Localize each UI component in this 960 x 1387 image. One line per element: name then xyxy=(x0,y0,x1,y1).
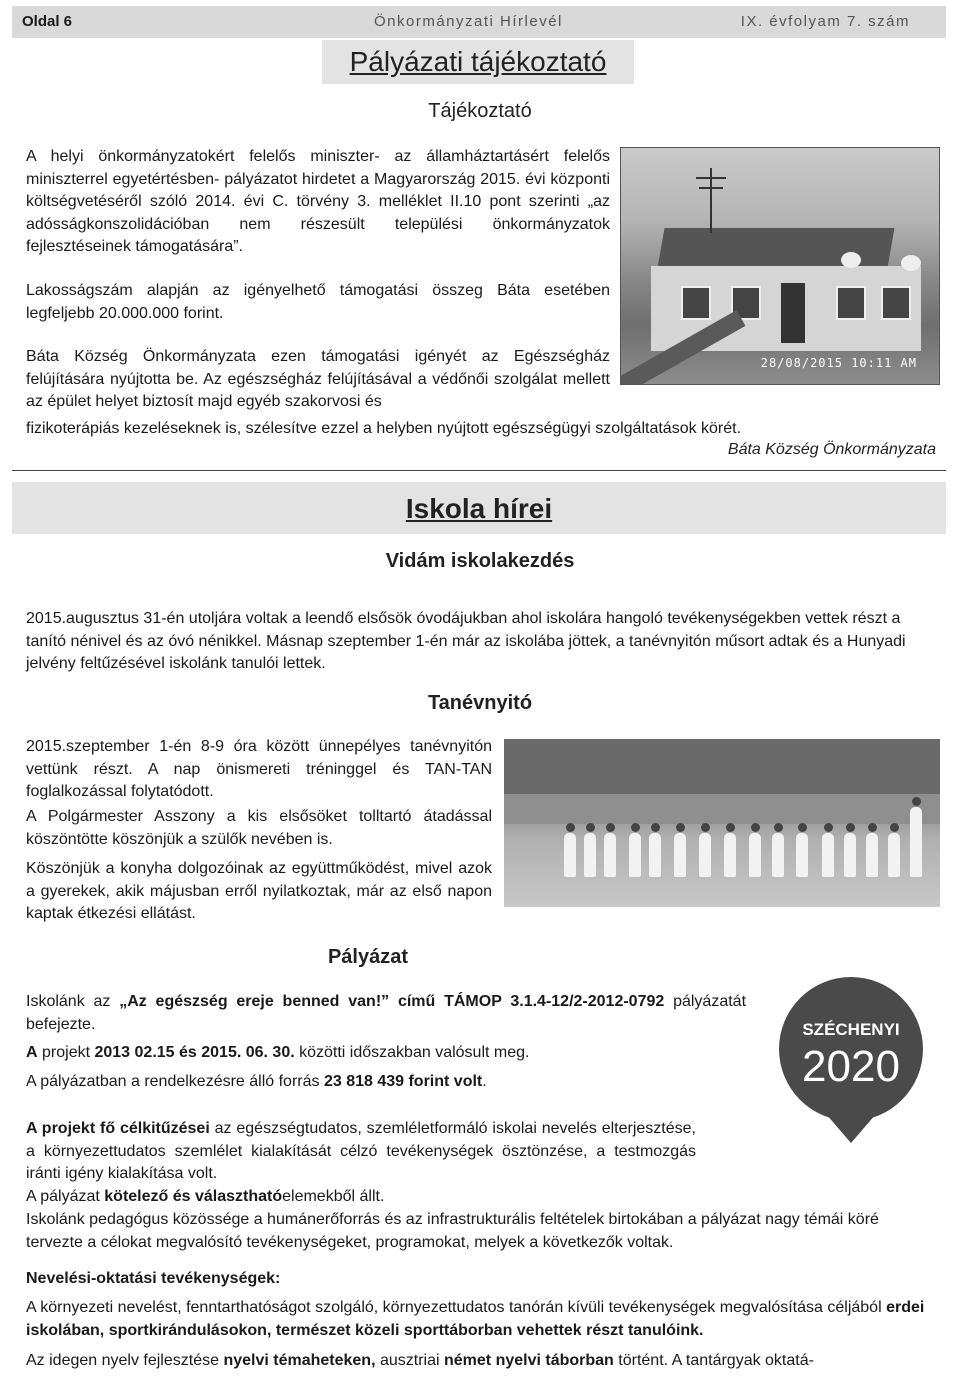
text-run: A projekt fő célkitűzései xyxy=(26,1120,210,1137)
project-budget xyxy=(26,1071,746,1094)
text-run: projekt xyxy=(37,1044,95,1061)
article-paragraph: Iskolánk pedagógus közössége a humánerőforrás és az infrastrukturális feltételek birtokában a pályázat nagy témái köré tervezte a célokat megvalósító tevékenységeket, programokat, melyek a következők voltak. xyxy=(26,1211,879,1251)
section-title: Pályázati tájékoztató xyxy=(349,46,607,77)
text-run: Az idegen nyelv fejlesztése xyxy=(26,1352,224,1369)
article-paragraph: 2015.augusztus 31-én utoljára voltak a leendő elsősök óvodájukban ahol iskolára hangoló tevékenységekben vettek részt a tanító nénivel és az óvó nénikkel. Másnap szeptember 1-én már az iskolába jöttek, a tanévnyitón műsort adtak és a Hunyadi jelvény feltűzésével iskolánk tanulói lettek. xyxy=(26,610,906,672)
subheading-palyazat: Pályázat xyxy=(327,946,409,968)
szechenyi-2020-logo xyxy=(768,977,934,1143)
article-paragraph: Lakosságszám alapján az igényelhető támogatási összeg Báta esetében legfeljebb 20.000.000 forint. xyxy=(26,282,610,322)
project-amount: 23 818 439 forint volt xyxy=(323,1073,483,1090)
project-name: „Az egészség ereje benned van!” című TÁMOP 3.1.4-12/2-2012-0792 xyxy=(119,993,665,1010)
article-paragraph: 2015.szeptember 1-én 8-9 óra között ünnepélyes tanévnyitón vettünk részt. A nap önismereti tréninggel és TAN-TAN foglalkozással folytatódott. xyxy=(26,738,492,800)
publication-name: Önkormányzati Hírlevél xyxy=(374,13,563,30)
project-elements xyxy=(26,1186,746,1209)
project-goals xyxy=(26,1118,696,1186)
article-subtitle: Tájékoztató xyxy=(428,100,532,122)
text-run: A pályázat xyxy=(26,1188,105,1205)
project-dates: 2013 02.15 és 2015. 06. 30. xyxy=(94,1044,295,1061)
text-run: kötelező és választható xyxy=(104,1188,283,1205)
volume-info: IX. évfolyam 7. szám xyxy=(740,13,910,30)
school-news-title: Iskola hírei xyxy=(405,493,553,524)
text-run: az egészségtudatos, szemléletformáló iskolai nevelés elterjesztése, a környezettudatos szemlélet kialakítását célzó tevékenységek ösztönzése, a testmozgás iránti igény kialakítása volt. xyxy=(26,1120,696,1182)
activities-heading: Nevelési-oktatási tevékenységek: xyxy=(26,1270,281,1287)
page-number: Oldal 6 xyxy=(22,13,73,30)
activities-paragraph xyxy=(26,1297,940,1342)
project-period xyxy=(26,1042,746,1065)
logo-text: SZÉCHENYI xyxy=(802,1020,900,1039)
text-run: ausztriai xyxy=(375,1352,444,1369)
text-run: A xyxy=(26,1044,38,1061)
text-run: Iskolánk az xyxy=(26,993,120,1010)
school-opening-photo xyxy=(504,739,940,907)
subheading-vidam: Vidám iskolakezdés xyxy=(385,550,575,572)
project-intro xyxy=(26,990,746,1036)
photo-timestamp: 28/08/2015 10:11 AM xyxy=(760,356,917,370)
article-paragraph: fizikoterápiás kezeléseknek is, szélesítve ezzel a helyben nyújtott egészségügyi szolgáltatások körét. xyxy=(26,420,742,437)
school-news-title-box xyxy=(12,482,946,534)
text-run: erdei iskolában, sportkirándulásokon, természet közeli sporttáborban vehettek részt tanulóink. xyxy=(26,1299,925,1339)
text-run: német nyelvi táborban xyxy=(444,1352,614,1369)
text-run: A pályázatban a rendelkezésre álló forrás xyxy=(26,1073,324,1090)
section-divider xyxy=(12,470,946,471)
section-title-box xyxy=(322,40,634,84)
text-run: A környezeti nevelést, fenntarthatóságot szolgáló, környezettudatos tanórán kívüli tevékenységek megvalósítása céljából xyxy=(26,1299,887,1316)
article-paragraph: Köszönjük a konyha dolgozóinak az együttműködést, mivel azok a gyerekek, akik májusban erről nyilatkoztak, már az első napon kaptak étkezési ellátást. xyxy=(26,860,492,922)
health-house-photo xyxy=(620,147,940,385)
text-run: . xyxy=(482,1073,487,1090)
text-run: nyelvi témaheteken, xyxy=(223,1352,376,1369)
article-paragraph: Báta Község Önkormányzata ezen támogatási igényét az Egészségház felújítására nyújtotta be. Az egészségház felújításával a védőnői szolgálat mellett az épület helyet biztosít majd egyéb szakorvosi és xyxy=(26,348,610,410)
article-paragraph: A Polgármester Asszony a kis elsősöket tolltartó átadással köszöntötte köszönjük a szülők nevében is. xyxy=(26,808,492,848)
logo-year: 2020 xyxy=(802,1042,900,1091)
text-run: történt. A tantárgyak oktatá- xyxy=(613,1352,814,1369)
text-run: elemekből állt. xyxy=(282,1188,385,1205)
subheading-tanevnyito: Tanévnyitó xyxy=(427,692,533,714)
page-header xyxy=(12,6,946,38)
article-signature: Báta Község Önkormányzata xyxy=(727,441,936,458)
text-run: közötti időszakban valósult meg. xyxy=(294,1044,530,1061)
article-paragraph: A helyi önkormányzatokért felelős miniszter- az államháztartásért felelős miniszterrel egyetértésben- pályázatot hirdetet a Magyarország 2015. évi központi költségvetéséről szóló 2014. évi C. törvény 3. melléklet II.10 pont szerinti „az adósságkonszolidációban nem részesült települési önkormányzatok fejlesztéseinek támogatására”. xyxy=(26,148,610,255)
language-paragraph xyxy=(26,1350,940,1373)
text-run: pályázatát befejezte. xyxy=(26,993,747,1033)
